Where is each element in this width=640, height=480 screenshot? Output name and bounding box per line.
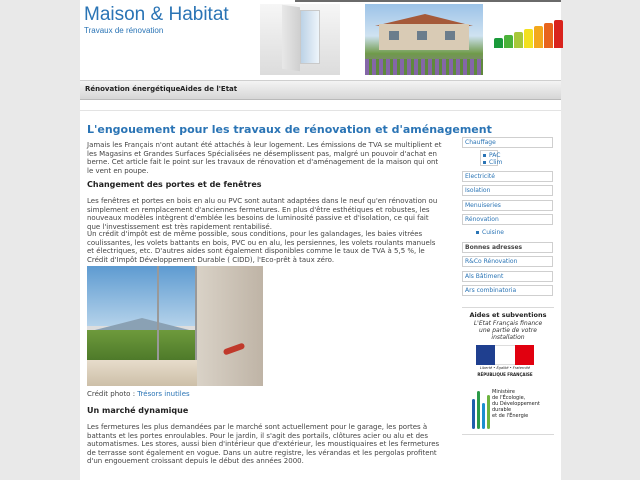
- sidebar-item-chauffage[interactable]: Chauffage: [462, 137, 553, 148]
- sidebar-link-rco[interactable]: R&Co Rénovation: [462, 256, 553, 267]
- sidebar-item-cuisine[interactable]: Cuisine: [476, 229, 504, 236]
- sidebar-link-als[interactable]: Als Bâtiment: [462, 271, 553, 282]
- sidebar-link-ars[interactable]: Ars combinatoria: [462, 285, 553, 296]
- header-image-house: [365, 4, 483, 75]
- aides-text: L'Etat Français finance une partie de votre installation: [473, 320, 543, 341]
- photo-credit: [87, 390, 190, 398]
- paragraph-portes-2: Un crédit d'impôt est de même possible, sous conditions, pour les galandages, les baies vitrées coulissantes, les volets battants en bois, PVC ou en alu, les persiennes, les volets roulants manuels et électriques, etc. D'autres aides sont également disponibles comme le taux de TVA à 5,5 %, le Crédit d'Impôt Développement Durable ( CIDD), l'Eco-prêt à taux zéro.: [87, 230, 436, 264]
- nav-aides-etat[interactable]: Aides de l'Etat: [180, 85, 238, 93]
- ministere-ecologie-logo: Ministère de l'Écologie, du Développement durable et de l'Énergie: [470, 385, 550, 429]
- paragraph-marche: Les fermetures les plus demandées par le marché sont actuellement pour le garage, les portes à battants et les portes enroulables. Pour le jardin, il s'agit des portails, clôtures acier ou alu et des automatismes. Les stores, aussi bien d'intérieur que d'extérieur, les moustiquaires et les fermetures de terrasse sont également en vogue. Dans un autre registre, les vérandas et les pergolas profitent d'un engouement croissant depuis le début des années 2000.: [87, 423, 440, 465]
- article-photo: [87, 266, 263, 386]
- photo-credit-link[interactable]: Trésors inutiles: [137, 390, 190, 398]
- header-top-line: [295, 0, 561, 2]
- sidebar-divider: [462, 307, 554, 308]
- sidebar-item-isolation[interactable]: Isolation: [462, 185, 553, 196]
- sidebar-item-renovation[interactable]: Rénovation: [462, 214, 553, 225]
- main-nav: [80, 80, 561, 100]
- site-subtitle: Travaux de rénovation: [84, 26, 164, 35]
- section-title-marche: Un marché dynamique: [87, 406, 189, 415]
- sidebar-item-clim[interactable]: Clim: [483, 159, 502, 166]
- header-image-door: [260, 4, 340, 75]
- sidebar-item-pac[interactable]: PAC: [483, 152, 500, 159]
- site-header: [80, 0, 561, 80]
- sidebar-item-menuiseries[interactable]: Menuiseries: [462, 200, 553, 211]
- section-title-portes: Changement des portes et de fenêtres: [87, 180, 262, 189]
- energy-label-icon: [494, 18, 562, 48]
- republique-francaise-logo: Liberté • Égalité • Fraternité RÉPUBLIQUE FRANÇAISE: [476, 345, 534, 380]
- sidebar-item-electricite[interactable]: Electricité: [462, 171, 553, 182]
- article-title: L'engouement pour les travaux de rénovation et d'aménagement: [87, 123, 492, 136]
- paragraph-portes-1: Les fenêtres et portes en bois en alu ou PVC sont autant adaptées dans le neuf qu'en rénovation ou simplement en remplacement d'anciennes fermetures. En plus d'être esthétiques et robustes, les nouveaux modèles intègrent d'emblée les besoins de luminosité passive et d'isolation, ce qui fait que l'investissement est très rapidement rentabilisé.: [87, 197, 438, 231]
- site-title[interactable]: Maison & Habitat: [84, 4, 229, 25]
- sidebar-divider-bottom: [462, 434, 554, 435]
- photo-credit-label: Crédit photo :: [87, 390, 136, 398]
- article-intro: Jamais les Français n'ont autant été attachés à leur logement. Les émissions de TVA se multiplient et les Magasins et Grandes Surfaces Spécialisées ne désemplissent pas, malgré un pouvoir d'achat en berne. Cet article fait le point sur les travaux de rénovation et d'aménagement de la maison qui ont le vent en poupe.: [87, 141, 442, 175]
- sidebar-heading-bonnes-adresses: Bonnes adresses: [462, 242, 553, 253]
- nav-renovation-energetique[interactable]: Rénovation énergétique: [85, 85, 181, 93]
- aides-title: Aides et subventions: [469, 311, 547, 319]
